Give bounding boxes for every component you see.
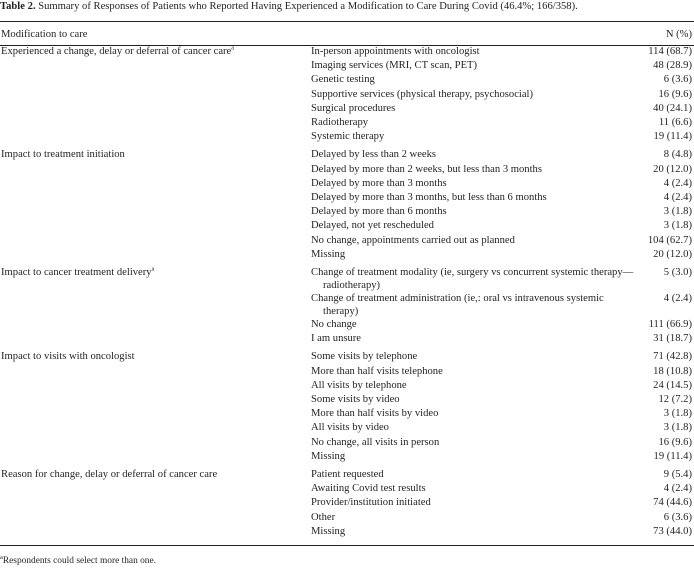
item-label: Genetic testing xyxy=(311,74,375,86)
category-cell-empty xyxy=(0,332,311,346)
n-percent-cell: 18 (10.8) xyxy=(653,365,692,377)
item-cell xyxy=(311,436,639,450)
category-cell-empty xyxy=(0,219,311,233)
table-row xyxy=(0,407,694,421)
item-cell xyxy=(311,525,639,539)
top-rule xyxy=(0,21,694,22)
item-label: More than half visits by video xyxy=(311,408,439,420)
n-percent-cell: 3 (1.8) xyxy=(663,220,692,232)
item-label: Some visits by video xyxy=(311,394,400,406)
n-percent-cell: 104 (62.7) xyxy=(647,234,692,246)
category-footnote-mark: a xyxy=(231,44,235,52)
item-label: Other xyxy=(311,511,336,523)
category-cell xyxy=(0,464,311,482)
category-cell-empty xyxy=(0,116,311,130)
item-cell xyxy=(311,262,639,292)
n-percent-cell: 4 (2.4) xyxy=(663,293,692,305)
category-cell-empty xyxy=(0,248,311,262)
item-label: No change, appointments carried out as planned xyxy=(311,234,515,246)
category-cell-empty xyxy=(0,421,311,435)
item-label: Delayed by more than 6 months xyxy=(311,206,447,218)
category-cell-empty xyxy=(0,482,311,496)
category-cell-empty xyxy=(0,88,311,102)
table-row xyxy=(0,332,694,346)
item-label: Patient requested xyxy=(311,469,384,481)
table-row xyxy=(0,436,694,450)
caption-label: Table 2. xyxy=(0,1,36,12)
item-cell xyxy=(311,421,639,435)
n-percent-cell: 6 (3.6) xyxy=(663,511,692,523)
table-row xyxy=(0,102,694,116)
category-cell-empty xyxy=(0,450,311,464)
category-cell-empty xyxy=(0,205,311,219)
n-percent-cell: 3 (1.8) xyxy=(663,206,692,218)
table-row xyxy=(0,219,694,233)
item-cell xyxy=(311,496,639,510)
item-cell xyxy=(311,219,639,233)
item-cell xyxy=(311,102,639,116)
table-row xyxy=(0,88,694,102)
item-cell xyxy=(311,88,639,102)
table-row xyxy=(0,116,694,130)
table-row xyxy=(0,365,694,379)
category-cell-empty xyxy=(0,177,311,191)
n-percent-cell: 19 (11.4) xyxy=(653,450,692,462)
item-label: No change xyxy=(311,319,357,331)
item-label: Change of treatment administration (ie,: oral vs intravenous systemic therapy) xyxy=(311,293,604,318)
category-cell-empty xyxy=(0,511,311,525)
item-cell xyxy=(311,73,639,87)
item-cell xyxy=(311,163,639,177)
table-row xyxy=(0,496,694,510)
item-label: Delayed by less than 2 weeks xyxy=(311,149,437,161)
item-cell xyxy=(311,464,639,482)
category-cell xyxy=(0,45,311,59)
item-label: Provider/institution initiated xyxy=(311,497,431,509)
n-percent-cell: 12 (7.2) xyxy=(658,394,692,406)
n-percent-cell: 4 (2.4) xyxy=(663,483,692,495)
table-row xyxy=(0,248,694,262)
item-label: Change of treatment modality (ie, surgery vs concurrent systemic therapy—radiotherapy) xyxy=(311,267,634,292)
table-row xyxy=(0,130,694,144)
footnote-text: Respondents could select more than one. xyxy=(2,556,156,566)
n-percent-cell: 16 (9.6) xyxy=(658,436,692,448)
category-cell xyxy=(0,346,311,364)
item-label: Some visits by telephone xyxy=(311,351,418,363)
item-cell xyxy=(311,234,639,248)
item-cell xyxy=(311,482,639,496)
n-percent-cell: 11 (6.6) xyxy=(658,117,692,129)
category-cell-empty xyxy=(0,130,311,144)
item-label: All visits by video xyxy=(311,422,389,434)
n-percent-cell: 4 (2.4) xyxy=(663,192,692,204)
item-label: All visits by telephone xyxy=(311,379,407,391)
item-cell xyxy=(311,116,639,130)
item-cell xyxy=(311,393,639,407)
item-cell xyxy=(311,248,639,262)
n-percent-cell: 9 (5.4) xyxy=(663,469,692,481)
bottom-rule xyxy=(0,545,694,546)
n-percent-cell: 111 (66.9) xyxy=(648,319,692,331)
category-cell xyxy=(0,144,311,162)
item-cell xyxy=(311,450,639,464)
item-label: Radiotherapy xyxy=(311,117,369,129)
table-body xyxy=(0,45,694,539)
n-percent-cell: 74 (44.6) xyxy=(653,497,692,509)
item-cell xyxy=(311,407,639,421)
n-percent-cell: 5 (3.0) xyxy=(663,267,692,279)
item-cell xyxy=(311,45,639,59)
item-cell xyxy=(311,177,639,191)
table-row xyxy=(0,421,694,435)
table-row xyxy=(0,393,694,407)
n-percent-cell: 8 (4.8) xyxy=(663,149,692,161)
category-cell-empty xyxy=(0,525,311,539)
category-cell-empty xyxy=(0,191,311,205)
item-label: Supportive services (physical therapy, psychosocial) xyxy=(311,88,534,100)
n-percent-cell: 71 (42.8) xyxy=(653,351,692,363)
n-percent-cell: 3 (1.8) xyxy=(663,408,692,420)
n-percent-cell: 4 (2.4) xyxy=(663,177,692,189)
category-cell xyxy=(0,262,311,292)
category-cell-empty xyxy=(0,379,311,393)
item-label: Missing xyxy=(311,248,346,260)
item-label: Systemic therapy xyxy=(311,131,385,143)
category-label: Impact to treatment initiation xyxy=(1,149,125,161)
item-label: Missing xyxy=(311,450,346,462)
table-row xyxy=(0,379,694,393)
category-label: Impact to visits with oncologist xyxy=(1,351,135,363)
item-cell xyxy=(311,365,639,379)
header-modification: Modification to care xyxy=(1,28,88,40)
table-row xyxy=(0,234,694,248)
category-cell-empty xyxy=(0,393,311,407)
item-label: Delayed by more than 3 months xyxy=(311,177,447,189)
category-cell-empty xyxy=(0,292,311,318)
footnote-mark: a xyxy=(0,553,3,561)
table-row xyxy=(0,191,694,205)
table-row xyxy=(0,59,694,73)
n-percent-cell: 73 (44.0) xyxy=(653,525,692,537)
table-row xyxy=(0,464,694,482)
n-percent-cell: 6 (3.6) xyxy=(663,74,692,86)
table-row xyxy=(0,163,694,177)
table-row xyxy=(0,73,694,87)
item-label: Delayed by more than 3 months, but less than 6 months xyxy=(311,192,547,204)
category-cell-empty xyxy=(0,407,311,421)
item-cell xyxy=(311,511,639,525)
table-row xyxy=(0,205,694,219)
item-cell xyxy=(311,59,639,73)
table-row xyxy=(0,292,694,318)
table-row xyxy=(0,177,694,191)
item-label: In-person appointments with oncologist xyxy=(311,46,480,57)
table-row xyxy=(0,318,694,332)
item-label: Awaiting Covid test results xyxy=(311,483,426,495)
item-label: Surgical procedures xyxy=(311,102,396,114)
item-label: More than half visits telephone xyxy=(311,365,443,377)
n-percent-cell: 114 (68.7) xyxy=(648,46,692,57)
header-n-percent: N (%) xyxy=(665,28,692,40)
category-label: Experienced a change, delay or deferral of cancer care xyxy=(1,46,232,57)
table-row xyxy=(0,450,694,464)
item-label: No change, all visits in person xyxy=(311,436,440,448)
header-blank xyxy=(311,24,639,45)
category-cell-empty xyxy=(0,59,311,73)
n-percent-cell: 31 (18.7) xyxy=(653,333,692,345)
category-label: Reason for change, delay or deferral of cancer care xyxy=(1,469,218,481)
table-row xyxy=(0,346,694,364)
category-cell-empty xyxy=(0,234,311,248)
n-percent-cell: 16 (9.6) xyxy=(658,88,692,100)
table-row xyxy=(0,525,694,539)
n-percent-cell: 48 (28.9) xyxy=(653,60,692,72)
footnote xyxy=(0,555,156,567)
table-row xyxy=(0,262,694,292)
category-cell-empty xyxy=(0,163,311,177)
item-label: Delayed by more than 2 weeks, but less than 3 months xyxy=(311,163,542,175)
table-caption xyxy=(0,0,694,13)
category-cell-empty xyxy=(0,436,311,450)
n-percent-cell: 20 (12.0) xyxy=(653,163,692,175)
caption-text: Summary of Responses of Patients who Reported Having Experienced a Modification to Care During Covid (46.4%; 166/358). xyxy=(38,1,578,12)
item-cell xyxy=(311,130,639,144)
category-cell-empty xyxy=(0,318,311,332)
item-cell xyxy=(311,332,639,346)
item-cell xyxy=(311,318,639,332)
n-percent-cell: 19 (11.4) xyxy=(653,131,692,143)
item-label: Missing xyxy=(311,525,346,537)
item-label: Imaging services (MRI, CT scan, PET) xyxy=(311,60,478,72)
item-label: I am unsure xyxy=(311,333,362,345)
category-cell-empty xyxy=(0,496,311,510)
n-percent-cell: 24 (14.5) xyxy=(653,379,692,391)
category-cell-empty xyxy=(0,365,311,379)
table-row xyxy=(0,45,694,59)
header-row xyxy=(0,24,694,45)
category-footnote-mark: a xyxy=(151,265,155,273)
item-cell xyxy=(311,346,639,364)
item-cell xyxy=(311,191,639,205)
item-cell xyxy=(311,379,639,393)
table-row xyxy=(0,144,694,162)
category-label: Impact to cancer treatment delivery xyxy=(1,267,152,279)
item-cell xyxy=(311,205,639,219)
category-cell-empty xyxy=(0,73,311,87)
item-cell xyxy=(311,144,639,162)
item-cell xyxy=(311,292,639,318)
category-cell-empty xyxy=(0,102,311,116)
n-percent-cell: 40 (24.1) xyxy=(653,102,692,114)
summary-table xyxy=(0,24,694,539)
n-percent-cell: 20 (12.0) xyxy=(653,248,692,260)
table-row xyxy=(0,511,694,525)
n-percent-cell: 3 (1.8) xyxy=(663,422,692,434)
table-row xyxy=(0,482,694,496)
item-label: Delayed, not yet rescheduled xyxy=(311,220,434,232)
